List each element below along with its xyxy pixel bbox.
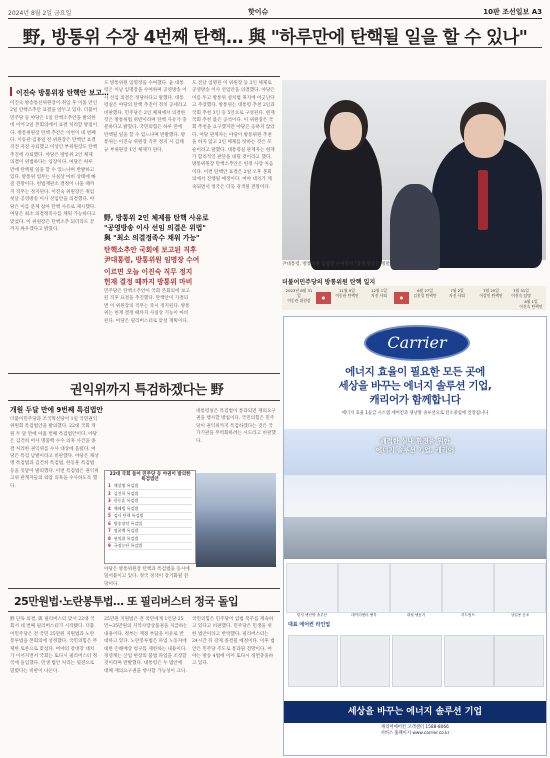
section3-body-col3: 국민의힘은 민주당이 입법 폭주를 계속하고 있다고 비판했다. 민주당은 민생을 위한 법안이라고 반박했다. 필리버스터는 24시간 뒤 강제 종결될 예정이다. 이후 법안은 민주당 주도로 통과될 전망이다. 여야는 방송 4법에 이어 또다시 정면충돌하고 있다. [192, 617, 275, 667]
product-image [390, 563, 442, 613]
table-row: 4 채해병 특검법 [108, 506, 192, 513]
article1-mid-sub3: 與 "최소 의결정족수 채워 가능" [104, 234, 200, 242]
ad-headline: 에너지 효율이 필요한 모든 곳에 세상을 바꾸는 에너지 솔루션 기업, 캐리어가 함께합니다 [338, 366, 492, 406]
ad-product-row [286, 563, 544, 618]
article1-body-col3: 민주당은 탄핵소추안이 국회 본회의에 보고된 직후 표결을 추진했다. 탄핵안이 가결되면 이 위원장의 직무는 즉시 정지된다. 방통위는 헌재 결정 때까지 사실상 기능이 마비된다. 여당은 필리버스터로 맞설 계획이다. [104, 289, 190, 324]
aircon-image [340, 635, 390, 687]
news-photo [282, 80, 546, 260]
section3-title-rule [8, 611, 280, 612]
photo-caption: 尹대통령, 방통위원 임명장 수여식서 "공영 방송은 정말 잘 다루어야" [282, 262, 417, 267]
table-row: 1 채상병 특검법 [108, 483, 192, 490]
timeline-item: 6월 27일 김홍일 탄핵안 [413, 288, 437, 298]
section2-body-col1: 더불어민주당과 조국혁신당이 1일 국민권익위원회 특검법안을 발의했다. 22대 국회 개원 두 달 만에 아홉 번째 특검법안이다. 야당은 김건희 여사 명품백 수수 의혹 사건을 종결 처리한 권익위를 수사 대상에 올렸다. 여당은 특검 남발이라고 비판했다. 야당은 채상병 특검법과 김건희 특검법, 한동훈 특검법 등을 잇달아 발의했다. 이번 특검법은 권익위 고위 관계자들의 외압 의혹을 수사하도록 했다. [10, 417, 99, 489]
timeline-item: 7월 2일 자진 사퇴 [449, 288, 465, 298]
article1-red-sub4: 헌재 결정 때까지 방통위 마비 [104, 278, 193, 286]
section2-subhead: 개원 두달 만에 9번째 특검법안 [10, 406, 103, 414]
ad-building-image [284, 429, 546, 559]
product-label: 히트펌프 [461, 613, 475, 617]
assembly-photo [196, 473, 276, 567]
ad-slogan-bar: 세상을 바꾸는 에너지 솔루션 기업 [284, 701, 546, 723]
aircon-image [444, 635, 494, 687]
issue-date: 2024년 8월 2일 금요일 [8, 10, 72, 17]
headline-rule [8, 47, 542, 48]
article1-body-col1: 이진숙 방송통신위원장이 취임 후 이틀 만인 2일 탄핵소추안 표결을 앞두고 있다. 더불어민주당 등 야당은 1일 탄핵소추안을 발의한 데 이어 2일 본회의에서 표결 처리할 방침이다. 방통위원장 탄핵 추진은 이번이 네 번째다. 이동관·김홍일 전 위원장은 탄핵안 표결 직전 자진 사퇴했고 이상인 부위원장도 탄핵 추진에 사퇴했다. 야당은 방통위 2인 체제 의결이 위법하다는 입장이다. 여당은 하루 만에 탄핵될 일을 할 수 있느냐며 반발하고 있다. 방통위 업무는 사실상 마비 상태에 빠질 전망이다. 헌법재판소 결정이 나올 때까지 직무는 정지된다. 이진숙 위원장은 취임 첫날 공영방송 이사 선임안을 의결했다. 야당은 이를 문제 삼아 탄핵 사유로 제시했다. 여당은 최소 의결정족수를 채워 가능하다고 맞섰다. 이 위원장은 탄핵소추 되더라도 끝까지 싸우겠다고 밝혔다. [10, 101, 98, 232]
page-number: 10판 조선일보 A3 [483, 8, 542, 16]
photo-face-left [330, 112, 362, 150]
product-image [494, 563, 546, 613]
article1-mid-sub2: "공영방송 이사 선임 의결은 위법" [104, 224, 206, 232]
photo-tie [478, 170, 488, 230]
aircon-image [494, 635, 544, 687]
table-row: 3 한동훈 특검법 [108, 498, 192, 505]
section-name: 핫이슈 [248, 8, 269, 16]
section2-title: 권익위까지 특검하겠다는 野 [70, 383, 224, 398]
advertisement[interactable] [283, 316, 547, 756]
photo-face-right [464, 114, 504, 158]
section2-title-rule [8, 400, 280, 401]
column-rule [8, 76, 280, 77]
section3-body-col2: 25만원 지원법은 전 국민에게 1인당 25만~35만원의 지역사랑상품권을 지급하는 내용이다. 정부는 재정 부담을 이유로 반대하고 있다. 노란봉투법은 파업 노동자에 대한 손해배상 청구를 제한하는 내용이다. 경영계는 산업 현장의 불법 파업을 조장할 것이라며 반발했다. 대통령은 두 법안에 대해 재의요구권을 행사할 가능성이 크다. [104, 617, 188, 674]
section2-rule [8, 373, 280, 374]
ad-footer: 캐리어에어컨 고객센터 1588-8066 서비스 홈페이지 www.carrier.co.kr [380, 725, 450, 736]
product-label: 대형 냉동기 [406, 613, 426, 617]
table-row: 6 방송장악 특검법 [108, 521, 192, 528]
timeline-item: 2023년 8월 31일 이동관 위원장 [285, 288, 313, 303]
aircon-image [288, 635, 338, 687]
timeline-item: 12월 1일 자진 사퇴 [371, 288, 387, 298]
article1-body-col4: 도 전날 임명된 이 위원장 등 2인 체제로 공영방송 이사 선임안을 의결했다. 야당은 이를 두고 방통위 설치법 취지에 어긋난다고 주장했다. 방통위는 대통령 추천 2인과 국회 추천 3인 등 5인으로 구성된다. 현재 국회 추천 몫은 공석이다. 이 위원장은 국회 추천을 요구했지만 야당은 응하지 않았다. 여당 관계자는 야당이 방통위원 추천을 하지 않고 2인 체제를 탓하는 것은 모순이라고 말했다. 대통령실 관계자는 헌재가 합리적인 판단을 내릴 것이라고 했다. 방통위원장 탄핵소추안은 헌정 사상 처음이다. 이번 탄핵안 표결은 2일 오후 본회의에서 진행될 예정이다. 여야 대치가 계속되면서 정국은 더욱 경색될 전망이다. [192, 81, 275, 190]
special-counsel-table [104, 470, 196, 564]
table-row: 7 명품백 특검법 [108, 528, 192, 535]
table-row: 8 권익위 특검법 [108, 536, 192, 543]
timeline-marker: ● [394, 292, 409, 304]
timeline-item: 7월 25일 이상인 탄핵안 [479, 288, 503, 298]
section3-body-col1: 野 단독 의결, 與 필리버스터 맞서 22대 국회서 네 번째 필리버스터가 시작됐다. 더불어민주당은 전 국민 25만원 지원법과 노란봉투법을 본회의에 상정했다. 국민의힘은 무제한 토론으로 맞섰다. 여야의 강대강 대치가 이어지면서 국회는 또다시 필리버스터 정국에 돌입했다. 민생 법안 처리는 뒷전으로 밀렸다는 비판이 나온다. [10, 617, 98, 674]
timeline-item: 11월 9일 이동관 탄핵안 [335, 288, 359, 298]
timeline [282, 286, 546, 310]
table-row: 5 검사 탄핵 특검법 [108, 513, 192, 520]
product-image [338, 563, 390, 613]
main-headline: 野, 방통위 수장 4번째 탄핵… 與 "하루만에 탄핵될 일을 할 수 있나" [22, 28, 528, 48]
aircon-image [392, 635, 442, 687]
subhead-marker [10, 87, 12, 96]
timeline-title: 더불어민주당의 방통위원 탄핵 일지 [282, 279, 376, 286]
table-title: 22대 국회 들어 민주당 등 야권이 발의한 특검법안 [109, 472, 191, 482]
product-label: 데이터센터 냉각 [351, 613, 377, 617]
timeline-item: 7월 31일 이진숙 임명 [511, 288, 531, 298]
ad-aircon-row [288, 635, 542, 697]
article1-red-sub1: 탄핵소추안 국회에 보고된 직후 [104, 246, 197, 254]
ad-subtext: 에너지 효율 1등급 시스템 에어컨과 냉난방 솔루션으로 탄소중립에 앞장섭니다 [341, 411, 489, 416]
section2-body-col2: 야당은 방통위원장 탄핵과 특검법을 동시에 밀어붙이고 있다. 정국 경색이 장기화될 전망이다. [104, 567, 190, 587]
ad-image-text: 쾌적한 실내 환경을 위한 에너지 솔루션 기업, 캐리어 [375, 437, 455, 454]
ad-rooftop-units [284, 517, 546, 559]
table-row: 2 김건희 특검법 [108, 491, 192, 498]
section3-rule [8, 588, 280, 589]
carrier-logo: Carrier [364, 325, 470, 361]
article1-red-sub3: 이르면 오늘 이진숙 직무 정지 [104, 268, 193, 276]
product-image [286, 563, 338, 613]
section2-body-col3: 대통령실은 특검법이 통과되면 재의요구권을 행사할 방침이다. 국민의힘은 민주당이 권익위까지 특검하겠다는 것은 국가기관을 무력화하려는 시도라고 비판했다. [196, 409, 276, 444]
article1-mid-sub1: 野, 방통위 2인 체제를 탄핵 사유로 [104, 214, 209, 222]
table-row: 9 국정농단 특검법 [108, 543, 192, 550]
product-label: 상업용 공조 [510, 613, 530, 617]
photo-figure-middle [390, 184, 440, 270]
section3-title: 25만원법·노란봉투법… 또 필리버스터 정국 돌입 [14, 595, 239, 608]
article1-subhead: 이진숙 방통위장 탄핵안 보고… [16, 89, 109, 97]
product-image [442, 563, 494, 613]
timeline-marker: ● [316, 292, 331, 304]
article1-body-col2: 도 방통위원 임명장을 수여했다. 윤 대통령은 이날 임명장을 수여하며 공영방송 이사 선임 의결은 정당하다고 말했다. 대통령실은 야당의 탄핵 추진이 정치 공세라고 비판했다. 민주당은 2인 체제에서 의결한 것은 방통위법 위반이라며 탄핵 사유가 충분하다고 밝혔다. 국민의힘은 하루 만에 탄핵될 일을 할 수 있느냐며 반발했다. 방통위는 이진숙 위원장 직무 정지 시 김태규 부위원장 1인 체제가 된다. [104, 81, 187, 153]
page-header [8, 6, 542, 19]
product-label: 빌딩 냉난방 솔루션 [296, 613, 328, 617]
ad-lineup-label: 대표 에어컨 라인업 [288, 622, 331, 628]
timeline-item: 8월 1일 이진숙 탄핵안 [519, 299, 543, 309]
article1-red-sub2: 尹대통령, 방통위원 임명장 수여 [104, 256, 200, 264]
